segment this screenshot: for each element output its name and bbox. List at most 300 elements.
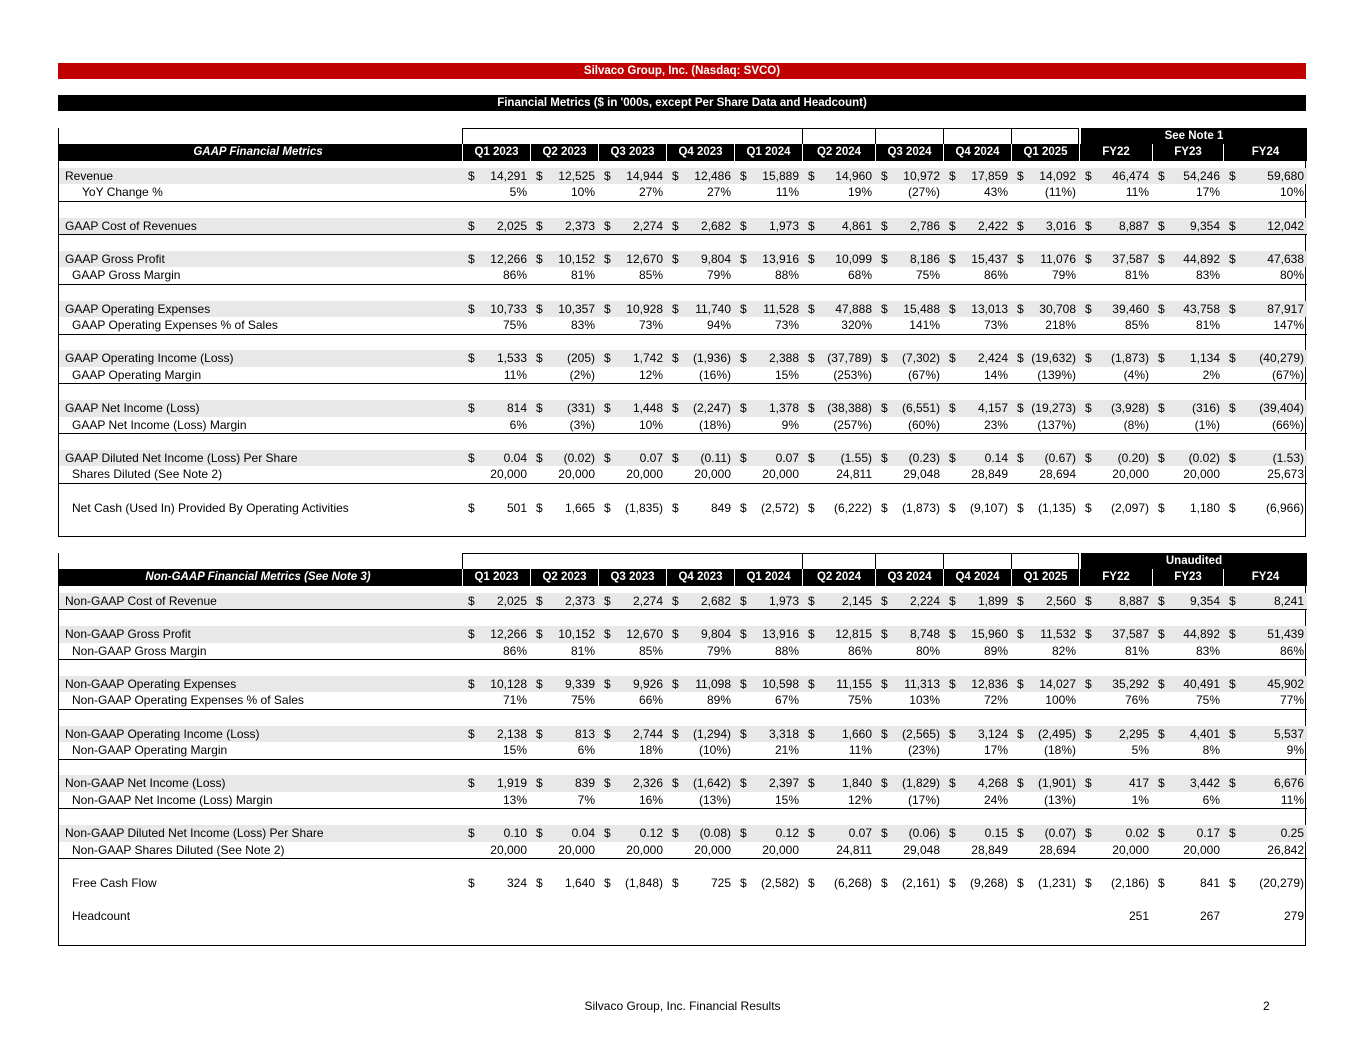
table-row: [59, 317, 1307, 334]
cell-value: 11,313: [883, 676, 943, 692]
currency-symbol: [666, 417, 674, 434]
currency-symbol: [666, 643, 674, 660]
cell-value: 86%: [810, 643, 875, 660]
currency-symbol: $: [734, 593, 742, 610]
cell-value: (37,789): [810, 350, 875, 366]
currency-symbol: $: [666, 168, 674, 184]
cell-value: 80%: [1231, 267, 1307, 284]
cell-value: 79%: [674, 267, 734, 284]
cell-value: (1%): [1160, 417, 1223, 434]
cell-value: 20,000: [538, 466, 598, 483]
currency-symbol: $: [462, 350, 470, 366]
currency-symbol: [462, 417, 470, 434]
cell-value: (11%): [1019, 184, 1079, 201]
cell-value: 14,960: [810, 168, 875, 184]
cell-value: (139%): [1019, 367, 1079, 384]
currency-symbol: $: [672, 500, 679, 515]
cell-value: 0.17: [1160, 825, 1223, 841]
currency-symbol: [462, 842, 470, 859]
table-row: [59, 875, 1307, 891]
column-header: Q4 2024: [943, 144, 1011, 161]
currency-symbol: [734, 317, 742, 334]
table-row: [59, 267, 1307, 284]
cell-value: 68%: [810, 267, 875, 284]
cell-value: 66%: [606, 692, 666, 709]
header-spacer-cell: [875, 553, 943, 569]
cell-value: (60%): [883, 417, 943, 434]
currency-symbol: $: [666, 593, 674, 610]
currency-symbol: $: [1011, 726, 1019, 742]
currency-symbol: $: [598, 218, 606, 235]
table-row: [59, 450, 1307, 466]
column-header: Q1 2024: [734, 144, 802, 161]
cell-value: 12%: [810, 792, 875, 809]
cell-value: 15,437: [951, 251, 1011, 267]
currency-symbol: $: [598, 626, 606, 642]
currency-symbol: [875, 317, 883, 334]
currency-symbol: [598, 742, 606, 759]
row-label: GAAP Gross Margin: [59, 267, 462, 284]
column-header: Q2 2024: [802, 144, 875, 161]
currency-symbol: $: [1152, 168, 1160, 184]
header-spacer-cell: [1011, 128, 1079, 144]
currency-symbol: [598, 317, 606, 334]
currency-symbol: [598, 908, 606, 924]
currency-symbol: $: [530, 301, 538, 317]
currency-symbol: $: [734, 218, 742, 235]
cell-value: 0.25: [1231, 825, 1307, 841]
currency-symbol: [1011, 692, 1019, 709]
cell-value: (9,268): [969, 875, 1008, 890]
currency-symbol: [875, 842, 883, 859]
cell-value: 12,266: [470, 626, 530, 642]
cell-value: 251: [1128, 908, 1149, 923]
cell-value: 44,892: [1160, 626, 1223, 642]
cell-value: 20,000: [470, 842, 530, 859]
cell-value: 10,972: [883, 168, 943, 184]
cell-value: 86%: [1231, 643, 1307, 660]
cell-value: 43,758: [1160, 301, 1223, 317]
currency-symbol: $: [1011, 301, 1019, 317]
cell-value: 0.04: [538, 825, 598, 841]
currency-symbol: [1152, 908, 1160, 924]
header-spacer-cell: [943, 128, 1011, 144]
row-label: GAAP Gross Profit: [59, 251, 462, 267]
cell-value: (1,936): [674, 350, 734, 366]
currency-symbol: [1152, 692, 1160, 709]
currency-symbol: $: [666, 450, 674, 466]
currency-symbol: [734, 792, 742, 809]
spacer-row: [59, 891, 1307, 907]
cell-value: 3,318: [742, 726, 802, 742]
cell-value: 59,680: [1231, 168, 1307, 184]
fiscal-year-caption: See Note 1: [1081, 128, 1307, 144]
row-label: Shares Diluted (See Note 2): [59, 466, 462, 483]
cell-value: 1,640: [564, 875, 595, 890]
cell-value: (20,279): [1259, 875, 1304, 890]
currency-symbol: $: [666, 726, 674, 742]
cell-value: 24,811: [810, 466, 875, 483]
currency-symbol: $: [462, 301, 470, 317]
currency-symbol: $: [802, 825, 810, 841]
table-row: [59, 350, 1307, 366]
currency-symbol: [666, 692, 674, 709]
cell-value: 10%: [606, 417, 666, 434]
currency-symbol: [1223, 317, 1231, 334]
cell-value: 21%: [742, 742, 802, 759]
cell-value: (38,388): [810, 400, 875, 416]
currency-symbol: $: [943, 775, 951, 791]
currency-symbol: [1079, 842, 1087, 859]
cell-value: (19,632): [1019, 350, 1079, 366]
currency-symbol: [1011, 466, 1019, 483]
cell-value: (40,279): [1231, 350, 1307, 366]
cell-value: 501: [506, 500, 527, 515]
cell-value: 15%: [742, 367, 802, 384]
currency-symbol: [530, 267, 538, 284]
metrics-table: [59, 593, 1307, 924]
table-row: [59, 692, 1307, 709]
cell-value: 15,960: [951, 626, 1011, 642]
cell-value: 81%: [1087, 267, 1152, 284]
cell-value: 2,025: [470, 593, 530, 610]
cell-value: 2,786: [883, 218, 943, 235]
currency-symbol: [802, 466, 810, 483]
row-label: Non-GAAP Gross Profit: [59, 626, 462, 642]
row-label: Non-GAAP Net Income (Loss): [59, 775, 462, 791]
currency-symbol: $: [1011, 775, 1019, 791]
cell-value: 94%: [674, 317, 734, 334]
currency-symbol: $: [1011, 350, 1019, 366]
currency-symbol: $: [1223, 726, 1231, 742]
cell-value: 12,815: [810, 626, 875, 642]
cell-value: 1,973: [742, 218, 802, 235]
currency-symbol: $: [468, 875, 475, 890]
cell-value: 89%: [674, 692, 734, 709]
currency-symbol: [598, 792, 606, 809]
cell-value: 17%: [951, 742, 1011, 759]
currency-symbol: $: [462, 726, 470, 742]
currency-symbol: $: [875, 301, 883, 317]
currency-symbol: $: [1152, 251, 1160, 267]
table-row: [59, 400, 1307, 416]
currency-symbol: $: [802, 218, 810, 235]
currency-symbol: [943, 184, 951, 201]
currency-symbol: $: [1152, 775, 1160, 791]
row-label: GAAP Operating Margin: [59, 367, 462, 384]
cell-value: (2,097): [1110, 500, 1149, 515]
currency-symbol: [734, 842, 742, 859]
currency-symbol: $: [598, 825, 606, 841]
page-number: 2: [1263, 999, 1270, 1013]
row-label: Non-GAAP Operating Expenses: [59, 676, 462, 692]
cell-value: 1,448: [606, 400, 666, 416]
column-header: Q2 2023: [530, 144, 598, 161]
currency-symbol: $: [802, 593, 810, 610]
currency-symbol: [1152, 792, 1160, 809]
currency-symbol: [530, 417, 538, 434]
currency-symbol: $: [1079, 726, 1087, 742]
currency-symbol: $: [875, 593, 883, 610]
currency-symbol: [462, 367, 470, 384]
cell-value: 6,676: [1231, 775, 1307, 791]
cell-value: [883, 908, 943, 924]
cell-value: 0.04: [470, 450, 530, 466]
currency-symbol: $: [808, 500, 815, 515]
cell-value: (17%): [883, 792, 943, 809]
currency-symbol: $: [949, 500, 956, 515]
currency-symbol: $: [1079, 593, 1087, 610]
currency-symbol: [943, 267, 951, 284]
cell-value: 14,092: [1019, 168, 1079, 184]
currency-symbol: [1223, 267, 1231, 284]
cell-value: 5,537: [1231, 726, 1307, 742]
currency-symbol: $: [1011, 251, 1019, 267]
row-label: Non-GAAP Gross Margin: [59, 643, 462, 660]
cell-value: 11%: [470, 367, 530, 384]
table-row: [59, 775, 1307, 791]
cell-value: 11,532: [1019, 626, 1079, 642]
cell-value: 28,694: [1019, 466, 1079, 483]
currency-symbol: [666, 842, 674, 859]
cell-value: 47,888: [810, 301, 875, 317]
row-label: GAAP Operating Expenses % of Sales: [59, 317, 462, 334]
cell-value: 8,748: [883, 626, 943, 642]
table-row: [59, 466, 1307, 483]
cell-value: 218%: [1019, 317, 1079, 334]
cell-value: 20,000: [742, 842, 802, 859]
currency-symbol: [802, 367, 810, 384]
currency-symbol: [802, 742, 810, 759]
cell-value: 37,587: [1087, 626, 1152, 642]
cell-value: [674, 908, 734, 924]
currency-symbol: $: [875, 168, 883, 184]
cell-value: 2,138: [470, 726, 530, 742]
currency-symbol: $: [1152, 825, 1160, 841]
table-row: [59, 417, 1307, 434]
cell-value: 1,180: [1189, 500, 1220, 515]
cell-value: 2,682: [674, 218, 734, 235]
cell-value: 725: [710, 875, 731, 890]
currency-symbol: $: [1152, 593, 1160, 610]
cell-value: 11,740: [674, 301, 734, 317]
currency-symbol: [598, 417, 606, 434]
cell-value: (0.06): [883, 825, 943, 841]
cell-value: 15,889: [742, 168, 802, 184]
cell-value: 14,291: [470, 168, 530, 184]
cell-value: (331): [538, 400, 598, 416]
cell-value: 81%: [538, 267, 598, 284]
currency-symbol: $: [875, 450, 883, 466]
currency-symbol: $: [1152, 726, 1160, 742]
currency-symbol: $: [875, 626, 883, 642]
cell-value: 13,013: [951, 301, 1011, 317]
cell-value: 20,000: [1087, 842, 1152, 859]
cell-value: 81%: [538, 643, 598, 660]
cell-value: (6,966): [1265, 500, 1304, 515]
cell-value: 28,694: [1019, 842, 1079, 859]
cell-value: 1%: [1087, 792, 1152, 809]
currency-symbol: $: [943, 825, 951, 841]
cell-value: (0.02): [538, 450, 598, 466]
currency-symbol: $: [1017, 875, 1024, 890]
cell-value: 75%: [538, 692, 598, 709]
cell-value: 20,000: [1160, 466, 1223, 483]
cell-value: 0.14: [951, 450, 1011, 466]
currency-symbol: $: [598, 400, 606, 416]
currency-symbol: $: [802, 676, 810, 692]
currency-symbol: [734, 908, 742, 924]
cell-value: 100%: [1019, 692, 1079, 709]
cell-value: (6,222): [833, 500, 872, 515]
currency-symbol: $: [1085, 500, 1092, 515]
table-row: [59, 792, 1307, 809]
cell-value: 14,027: [1019, 676, 1079, 692]
currency-symbol: $: [943, 450, 951, 466]
currency-symbol: $: [1152, 218, 1160, 235]
cell-value: (1,231): [1037, 875, 1076, 890]
currency-symbol: [734, 267, 742, 284]
column-header: Q1 2023: [462, 144, 530, 161]
cell-value: 83%: [1160, 267, 1223, 284]
row-label: Non-GAAP Diluted Net Income (Loss) Per Share: [59, 825, 462, 841]
cell-value: 2,422: [951, 218, 1011, 235]
currency-symbol: $: [734, 350, 742, 366]
currency-symbol: $: [462, 450, 470, 466]
row-label: Non-GAAP Operating Expenses % of Sales: [59, 692, 462, 709]
currency-symbol: [943, 417, 951, 434]
currency-symbol: [802, 643, 810, 660]
currency-symbol: $: [666, 626, 674, 642]
currency-symbol: $: [1223, 775, 1231, 791]
currency-symbol: $: [462, 593, 470, 610]
currency-symbol: [530, 184, 538, 201]
table-row: [59, 593, 1307, 610]
currency-symbol: [530, 842, 538, 859]
cell-value: 79%: [1019, 267, 1079, 284]
column-header: Q1 2025: [1011, 144, 1079, 161]
currency-symbol: [802, 267, 810, 284]
cell-value: (1,848): [624, 875, 663, 890]
cell-value: (4%): [1087, 367, 1152, 384]
currency-symbol: $: [802, 450, 810, 466]
cell-value: 16%: [606, 792, 666, 809]
cell-value: 3,124: [951, 726, 1011, 742]
currency-symbol: [802, 792, 810, 809]
currency-symbol: [943, 317, 951, 334]
currency-symbol: [1079, 692, 1087, 709]
currency-symbol: $: [598, 168, 606, 184]
currency-symbol: [1223, 908, 1231, 924]
cell-value: 103%: [883, 692, 943, 709]
spacer-row: [59, 235, 1307, 251]
currency-symbol: $: [536, 500, 543, 515]
cell-value: 80%: [883, 643, 943, 660]
cell-value: 11%: [1087, 184, 1152, 201]
currency-symbol: [734, 643, 742, 660]
spacer-row: [59, 809, 1307, 825]
currency-symbol: [734, 417, 742, 434]
currency-symbol: $: [530, 168, 538, 184]
header-spacer-cell: [943, 553, 1011, 569]
table-row: [59, 908, 1307, 924]
cell-value: [810, 908, 875, 924]
cell-value: 13,916: [742, 626, 802, 642]
cell-value: (2,582): [760, 875, 799, 890]
currency-symbol: $: [1223, 350, 1231, 366]
column-header: Q2 2024: [802, 569, 875, 586]
cell-value: 89%: [951, 643, 1011, 660]
spacer-row: [59, 660, 1307, 676]
currency-symbol: [875, 267, 883, 284]
currency-symbol: $: [943, 218, 951, 235]
cell-value: 2,397: [742, 775, 802, 791]
cell-value: 8%: [1160, 742, 1223, 759]
spacer-row: [59, 284, 1307, 300]
currency-symbol: [802, 184, 810, 201]
currency-symbol: [943, 643, 951, 660]
currency-symbol: [943, 742, 951, 759]
spacer-row: [59, 384, 1307, 400]
cell-value: 1,919: [470, 775, 530, 791]
currency-symbol: [875, 367, 883, 384]
cell-value: 13%: [470, 792, 530, 809]
section-title: Non-GAAP Financial Metrics (See Note 3): [145, 571, 371, 583]
currency-symbol: [1223, 643, 1231, 660]
currency-symbol: $: [875, 218, 883, 235]
currency-symbol: $: [943, 726, 951, 742]
currency-symbol: $: [1223, 825, 1231, 841]
currency-symbol: [666, 367, 674, 384]
currency-symbol: [1079, 742, 1087, 759]
row-label: Net Cash (Used In) Provided By Operating Activities: [72, 500, 349, 515]
cell-value: (2%): [538, 367, 598, 384]
currency-symbol: [462, 466, 470, 483]
currency-symbol: $: [598, 350, 606, 366]
currency-symbol: [1011, 742, 1019, 759]
currency-symbol: $: [1079, 775, 1087, 791]
cell-value: 15%: [470, 742, 530, 759]
table-row: [59, 184, 1307, 201]
table-row: [59, 842, 1307, 859]
cell-value: 1,660: [810, 726, 875, 742]
currency-symbol: [1011, 267, 1019, 284]
currency-symbol: [666, 742, 674, 759]
cell-value: 11,098: [674, 676, 734, 692]
currency-symbol: $: [666, 350, 674, 366]
currency-symbol: [1223, 842, 1231, 859]
cell-value: 77%: [1231, 692, 1307, 709]
cell-value: 20,000: [674, 466, 734, 483]
currency-symbol: $: [808, 875, 815, 890]
currency-symbol: [666, 792, 674, 809]
cell-value: 12,525: [538, 168, 598, 184]
currency-symbol: [875, 792, 883, 809]
table-row: [59, 301, 1307, 317]
cell-value: 4,861: [810, 218, 875, 235]
currency-symbol: [1223, 417, 1231, 434]
currency-symbol: [1011, 842, 1019, 859]
currency-symbol: [734, 692, 742, 709]
cell-value: 1,840: [810, 775, 875, 791]
cell-value: (1,873): [901, 500, 940, 515]
cell-value: (67%): [1231, 367, 1307, 384]
currency-symbol: $: [1223, 626, 1231, 642]
currency-symbol: [598, 267, 606, 284]
currency-symbol: $: [462, 825, 470, 841]
cell-value: 0.07: [606, 450, 666, 466]
currency-symbol: $: [875, 775, 883, 791]
